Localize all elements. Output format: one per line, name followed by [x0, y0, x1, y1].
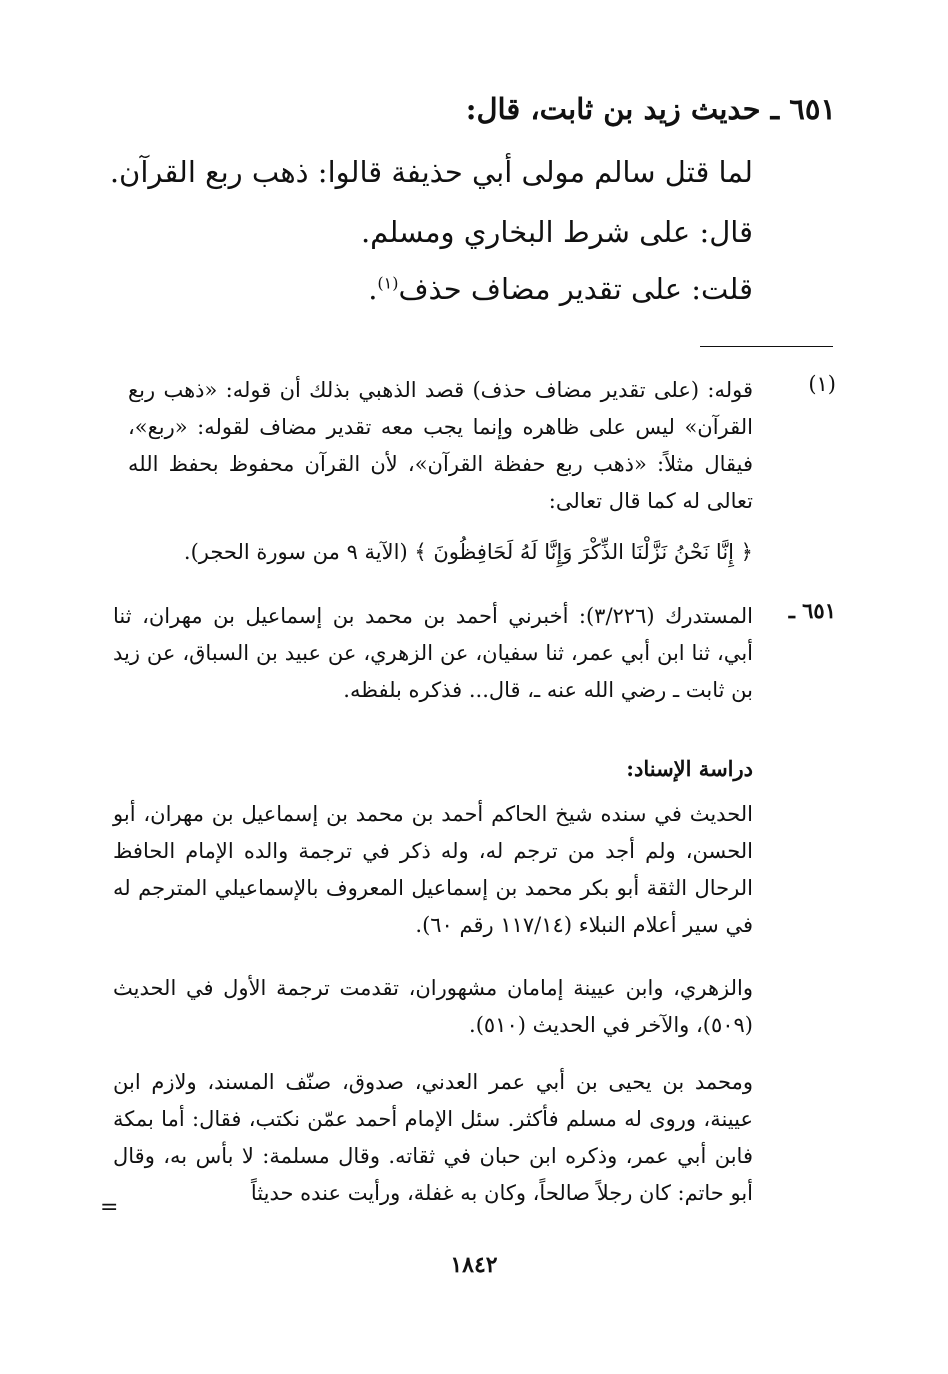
- footnote-divider: [700, 346, 833, 347]
- author-comment-text: قلت: على تقدير مضاف حذف: [398, 272, 753, 306]
- hadith-text: لما قتل سالم مولى أبي حذيفة قالوا: ذهب ربع القرآن.: [109, 155, 753, 189]
- continuation-mark: =: [100, 1195, 119, 1220]
- footnote-number: (١): [808, 372, 836, 396]
- source-number: ٦٥١ ـ: [788, 598, 836, 623]
- hadith-title: ٦٥١ ـ حديث زيد بن ثابت، قال:: [465, 92, 836, 126]
- dhahabi-comment: قال: على شرط البخاري ومسلم.: [360, 215, 753, 249]
- quran-reference: (الآية ٩ من سورة الحجر).: [183, 540, 408, 564]
- study-paragraph: الحديث في سنده شيخ الحاكم أحمد بن محمد بن إسماعيل بن مهران، أبو الحسن، ولم أجد من ترجم له، وله ذكر في ترجمة والده الإمام الحافظ الرحال الثقة أبو بكر محمد بن إسماعيل المعروف بالإسماعيلي المترجم له في سير أعلام النبلاء (١١٧/١٤ رقم ٦٠).: [113, 802, 753, 937]
- study-paragraph: والزهري، وابن عيينة إمامان مشهوران، تقدمت ترجمة الأول في الحديث (٥٠٩)، والآخر في الحديث (٥١٠).: [113, 976, 753, 1037]
- footnote-ref[interactable]: (١): [377, 273, 399, 293]
- author-comment: [368, 272, 753, 306]
- page-number: ١٨٤٢: [450, 1252, 498, 1278]
- author-comment-end: .: [368, 272, 378, 306]
- study-title: دراسة الإسناد:: [626, 756, 753, 781]
- quran-quote: [184, 540, 753, 564]
- source-text: المستدرك (٣/٢٢٦): أخبرني أحمد بن محمد بن إسماعيل بن مهران، ثنا أبي، ثنا ابن أبي عمر، ثنا سفيان، عن الزهري، عن عبيد بن السباق، عن زيد بن ثابت ـ رضي الله عنه ـ، قال... فذكره بلفظه.: [113, 604, 753, 702]
- footnote-text: قوله: (على تقدير مضاف حذف) قصد الذهبي بذلك أن قوله: «ذهب ربع القرآن» ليس على ظاهره وإنما يجب معه تقدير مضاف لقوله: «ربع»، فيقال مثلاً: «ذهب ربع حفظة القرآن»، لأن القرآن محفوظ بحفظ الله تعالى له كما قال تعالى:: [128, 378, 753, 513]
- study-paragraph: ومحمد بن يحيى بن أبي عمر العدني، صدوق، صنّف المسند، ولازم ابن عيينة، وروى له مسلم فأكثر. سئل الإمام أحمد عمّن نكتب، فقال: أما بمكة فابن أبي عمر، وذكره ابن حبان في ثقاته. وقال مسلمة: لا بأس به، وقال أبو حاتم: كان رجلاً صالحاً، وكان به غفلة، ورأيت عنده حديثاً: [113, 1070, 753, 1205]
- quran-verse: ﴿ إِنَّا نَحْنُ نَزَّلْنَا الذِّكْرَ وَإِنَّا لَهُ لَحَافِظُونَ ﴾: [414, 540, 753, 564]
